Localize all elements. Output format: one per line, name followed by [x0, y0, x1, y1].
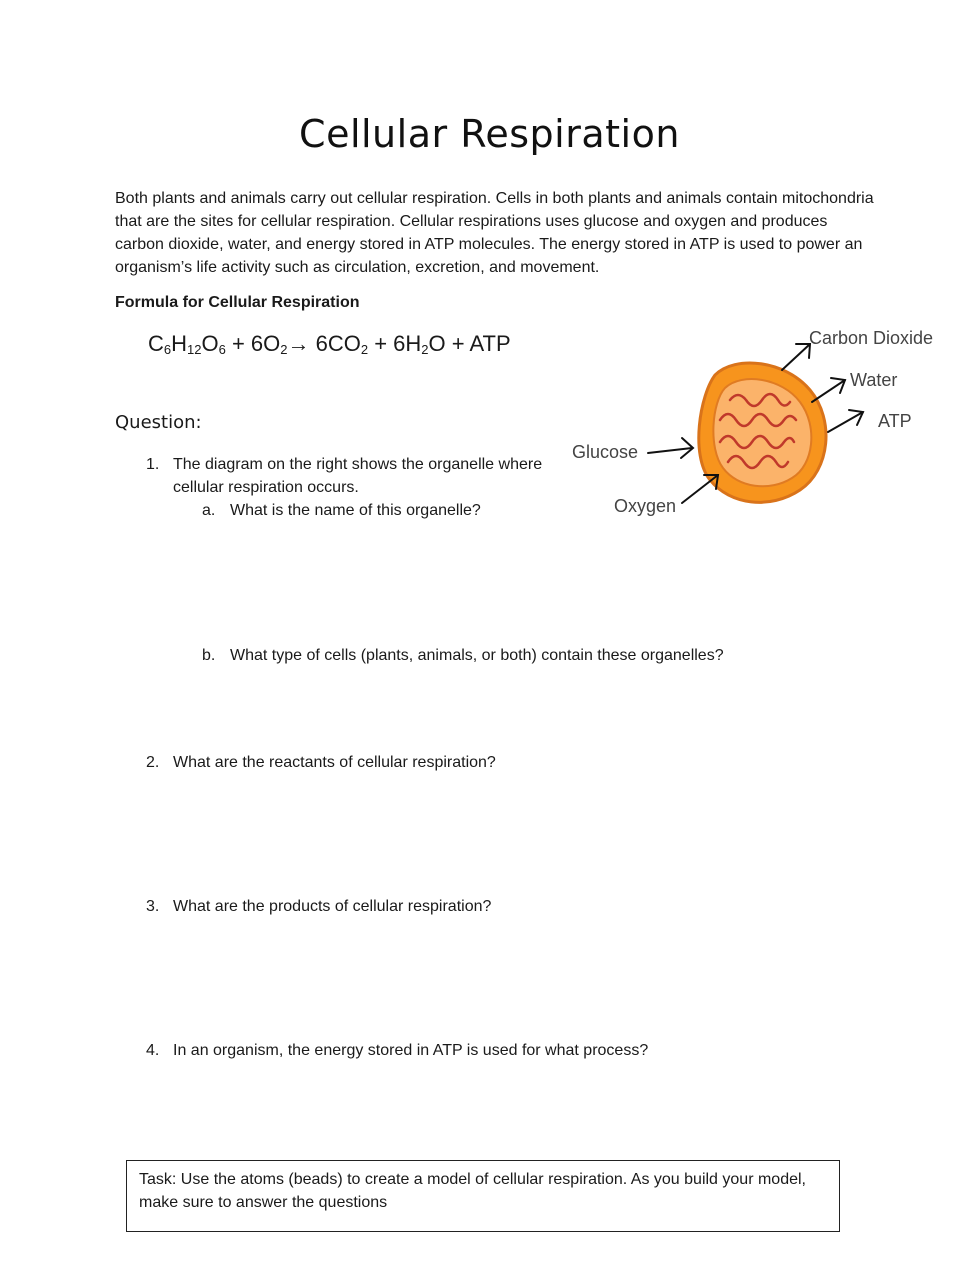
water-label: Water [850, 370, 898, 390]
question-text: What are the products of cellular respiration? [173, 898, 492, 915]
intro-paragraph: Both plants and animals carry out cellular respiration. Cells in both plants and animals contain mitochondria that are the sites for cellular respiration. Cellular respirations uses glucose and oxygen and produces carbon dioxide, water, and energy stored in ATP molecules. The energy stored in ATP is used to power an organism’s life activity such as circulation, excretion, and movement. [115, 190, 874, 276]
question-number: 2. [146, 754, 160, 771]
carbon-dioxide-label: Carbon Dioxide [809, 328, 934, 348]
formula-part: + 6H [368, 331, 422, 356]
reaction-arrow: → [287, 331, 310, 356]
formula-sub: 12 [187, 342, 202, 357]
atp-arrow-head [849, 410, 863, 425]
question-text: What are the reactants of cellular respiration? [173, 754, 496, 771]
atp-label: ATP [878, 411, 912, 431]
formula-part: C [148, 331, 164, 356]
formula-part: O + ATP [428, 331, 511, 356]
formula-heading: Formula for Cellular Respiration [115, 294, 360, 311]
task-text: Task: Use the atoms (beads) to create a model of cellular respiration. As you build your model, make sure to answer the questions [139, 1171, 806, 1211]
oxygen-label: Oxygen [614, 496, 677, 516]
subquestion-text: What is the name of this organelle? [230, 502, 481, 519]
question-heading: Question: [115, 412, 202, 433]
subquestion-text: What type of cells (plants, animals, or both) contain these organelles? [230, 647, 724, 664]
glucose-label: Glucose [572, 442, 639, 462]
question-number: 1. [146, 456, 160, 473]
question-text: The diagram on the right shows the organelle where cellular respiration occurs. [173, 456, 543, 496]
question-text: In an organism, the energy stored in ATP is used for what process? [173, 1042, 649, 1059]
formula-part: H [171, 331, 188, 356]
formula-sub: 6 [163, 342, 172, 357]
formula-part: 6CO [309, 331, 361, 356]
subquestion-letter: a. [202, 502, 216, 519]
formula-sub: 6 [218, 342, 226, 357]
formula-sub: 2 [421, 342, 429, 357]
glucose-arrow [648, 448, 692, 453]
task-box [126, 1160, 840, 1232]
mitochondrion-diagram [560, 320, 960, 530]
page-title: Cellular Respiration [299, 112, 680, 156]
subquestion-letter: b. [202, 647, 216, 664]
co2-arrow [782, 344, 810, 370]
formula-part: O [201, 331, 219, 356]
question-number: 3. [146, 898, 160, 915]
question-number: 4. [146, 1042, 160, 1059]
formula-sub: 2 [280, 342, 288, 357]
oxygen-arrow [682, 475, 718, 503]
chemical-formula [148, 331, 511, 357]
formula-sub: 2 [360, 342, 369, 357]
formula-part: + 6O [225, 331, 281, 356]
